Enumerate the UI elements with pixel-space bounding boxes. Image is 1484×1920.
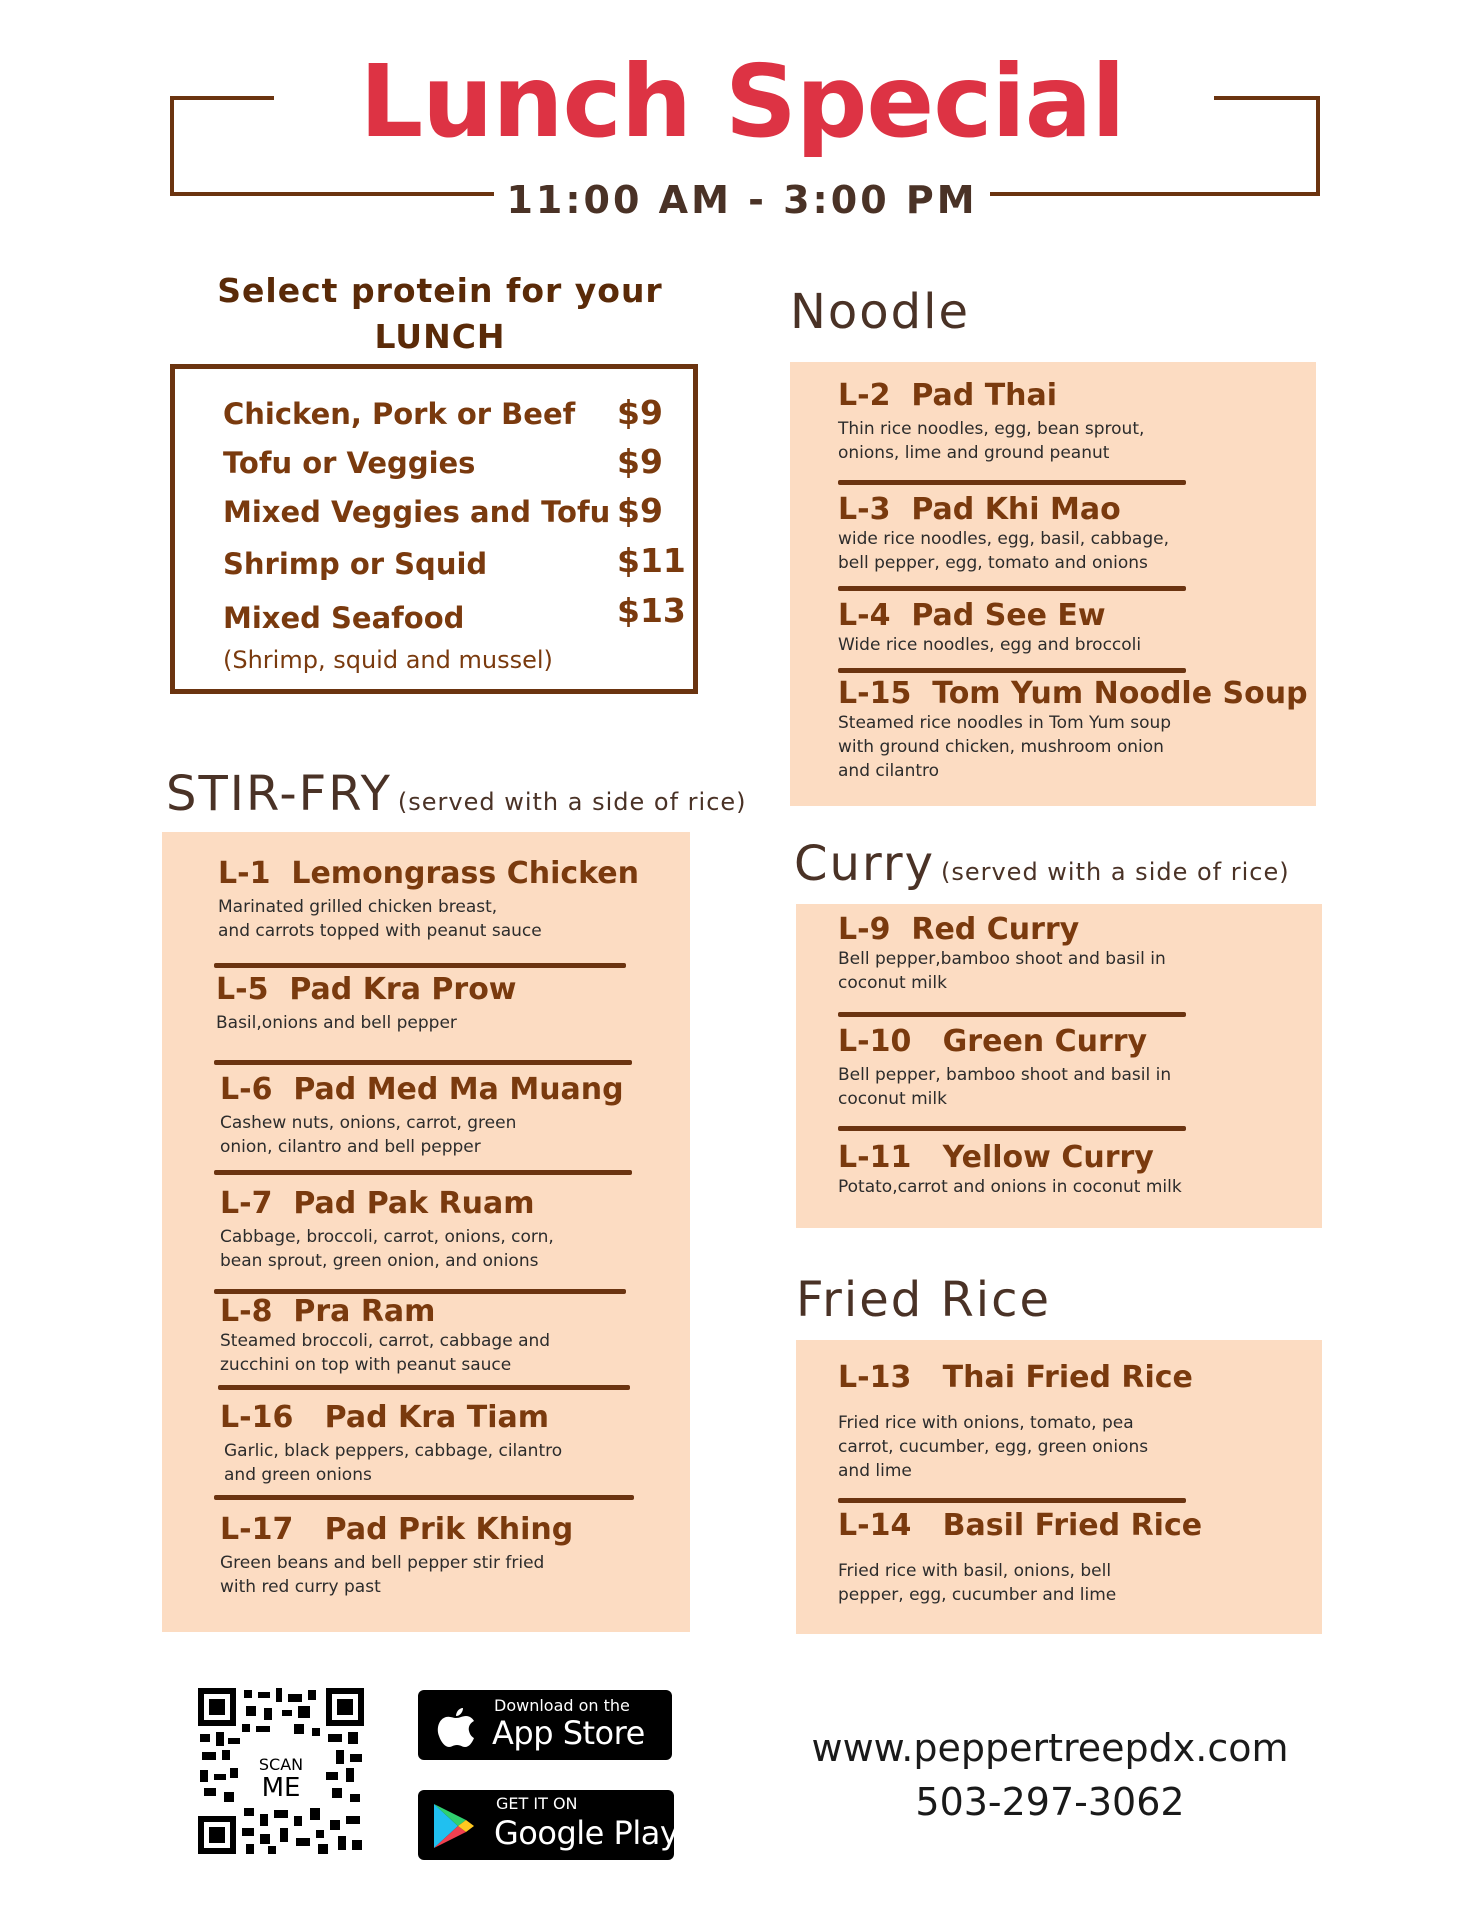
friedrice-heading xyxy=(796,1272,1051,1328)
item-description: Steamed broccoli, carrot, cabbage and zucchini on top with peanut sauce xyxy=(220,1331,551,1375)
item-title: L-8 Pra Ram xyxy=(220,1294,436,1329)
item-title: L-16 Pad Kra Tiam xyxy=(220,1400,549,1435)
menu-item xyxy=(838,1024,1171,1111)
menu-item xyxy=(220,1294,550,1377)
protein-name: Chicken, Pork or Beef xyxy=(223,397,576,431)
menu-item xyxy=(838,378,1144,465)
item-divider xyxy=(214,1060,632,1065)
stirfry-panel xyxy=(162,832,690,1632)
item-divider xyxy=(214,1495,634,1500)
item-title: L-11 Yellow Curry xyxy=(838,1140,1154,1175)
item-description: Cashew nuts, onions, carrot, green onion, cilantro and bell pepper xyxy=(220,1113,517,1157)
item-description: Steamed rice noodles in Tom Yum soup with ground chicken, mushroom onion and cilantro xyxy=(838,713,1172,781)
google-play-icon xyxy=(432,1802,476,1850)
menu-item xyxy=(838,492,1169,575)
noodle-title: Noodle xyxy=(790,284,970,340)
qr-code-icon xyxy=(198,1688,364,1854)
stirfry-heading xyxy=(166,766,747,822)
item-description: Garlic, black peppers, cabbage, cilantro and green onions xyxy=(224,1441,563,1485)
protein-price: $9 xyxy=(617,491,663,530)
protein-price: $9 xyxy=(617,442,663,481)
item-divider xyxy=(838,668,1186,673)
menu-item xyxy=(220,1072,624,1159)
app-store-small-text: Download on the xyxy=(494,1696,630,1715)
lunch-hours: 11:00 AM - 3:00 PM xyxy=(506,178,978,222)
protein-name: Mixed Seafood xyxy=(223,601,465,635)
curry-subtitle: (served with a side of rice) xyxy=(940,858,1290,886)
item-description: Bell pepper,bamboo shoot and basil in coconut milk xyxy=(838,949,1166,993)
menu-item xyxy=(838,1508,1202,1607)
item-description: Marinated grilled chicken breast, and carrots topped with peanut sauce xyxy=(218,897,542,941)
item-title: L-6 Pad Med Ma Muang xyxy=(220,1072,624,1107)
website-link[interactable]: www.peppertreepdx.com xyxy=(811,1726,1289,1770)
item-description: Thin rice noodles, egg, bean sprout, onions, lime and ground peanut xyxy=(838,419,1145,463)
curry-panel xyxy=(796,904,1322,1228)
protein-price: $9 xyxy=(617,393,663,432)
friedrice-panel xyxy=(796,1340,1322,1634)
menu-item xyxy=(216,972,517,1035)
item-divider xyxy=(218,1385,630,1390)
item-title: L-1 Lemongrass Chicken xyxy=(218,856,639,891)
mixed-seafood-note: (Shrimp, squid and mussel) xyxy=(223,646,553,674)
menu-item xyxy=(838,598,1141,657)
page-title: Lunch Special xyxy=(359,43,1125,160)
protein-price: $11 xyxy=(617,541,686,580)
protein-heading-line1: Select protein for your xyxy=(217,271,663,310)
phone-number[interactable]: 503-297-3062 xyxy=(915,1780,1185,1824)
google-play-small-text: GET IT ON xyxy=(496,1794,578,1813)
menu-item xyxy=(838,1140,1182,1199)
item-divider xyxy=(838,586,1186,591)
noodle-heading xyxy=(790,284,970,340)
curry-heading xyxy=(794,836,1290,892)
menu-item xyxy=(220,1400,562,1487)
menu-item xyxy=(220,1512,573,1599)
item-description: Potato,carrot and onions in coconut milk xyxy=(838,1177,1182,1197)
item-divider xyxy=(838,1126,1186,1131)
item-divider xyxy=(214,963,626,968)
menu-item xyxy=(220,1186,554,1273)
item-description: Cabbage, broccoli, carrot, onions, corn, bean sprout, green onion, and onions xyxy=(220,1227,554,1271)
protein-heading xyxy=(170,268,710,360)
item-title: L-9 Red Curry xyxy=(838,912,1080,947)
item-description: Basil,onions and bell pepper xyxy=(216,1013,457,1033)
friedrice-title: Fried Rice xyxy=(796,1272,1052,1328)
noodle-panel xyxy=(790,362,1316,806)
menu-item xyxy=(218,856,639,943)
item-title: L-3 Pad Khi Mao xyxy=(838,492,1121,527)
item-title: L-15 Tom Yum Noodle Soup xyxy=(838,676,1308,711)
item-title: L-10 Green Curry xyxy=(838,1024,1148,1059)
menu-item xyxy=(838,676,1308,783)
menu-item xyxy=(838,1360,1193,1483)
item-title: L-7 Pad Pak Ruam xyxy=(220,1186,535,1221)
qr-code[interactable] xyxy=(198,1688,364,1854)
protein-name: Shrimp or Squid xyxy=(223,547,488,581)
item-description: Fried rice with onions, tomato, pea carrot, cucumber, egg, green onions and lime xyxy=(838,1413,1149,1481)
item-divider xyxy=(838,1012,1186,1017)
item-title: L-5 Pad Kra Prow xyxy=(216,972,517,1007)
item-title: L-13 Thai Fried Rice xyxy=(838,1360,1193,1395)
apple-icon xyxy=(436,1702,476,1748)
item-title: L-4 Pad See Ew xyxy=(838,598,1106,633)
protein-heading-line2: LUNCH xyxy=(374,317,506,356)
stirfry-subtitle: (served with a side of rice) xyxy=(397,788,747,816)
google-play-big-text: Google Play xyxy=(494,1814,679,1852)
qr-scan-label: SCAN xyxy=(258,1755,304,1774)
item-description: Wide rice noodles, egg and broccoli xyxy=(838,635,1142,655)
item-title: L-17 Pad Prik Khing xyxy=(220,1512,574,1547)
item-description: Bell pepper, bamboo shoot and basil in coconut milk xyxy=(838,1065,1172,1109)
item-title: L-2 Pad Thai xyxy=(838,378,1058,413)
item-divider xyxy=(838,1498,1186,1503)
curry-title: Curry xyxy=(794,836,935,892)
item-description: Fried rice with basil, onions, bell pepper, egg, cucumber and lime xyxy=(838,1561,1117,1605)
protein-price: $13 xyxy=(617,591,686,630)
item-divider xyxy=(214,1170,632,1175)
google-play-button[interactable] xyxy=(418,1790,679,1860)
item-title: L-14 Basil Fried Rice xyxy=(838,1508,1203,1543)
item-divider xyxy=(838,480,1186,485)
item-description: Green beans and bell pepper stir fried with red curry past xyxy=(220,1553,545,1597)
app-store-button[interactable] xyxy=(418,1690,672,1760)
protein-name: Mixed Veggies and Tofu xyxy=(223,495,611,529)
qr-me-label: ME xyxy=(261,1773,301,1803)
protein-name: Tofu or Veggies xyxy=(223,446,476,480)
protein-price-box xyxy=(170,364,698,694)
app-store-big-text: App Store xyxy=(492,1714,645,1752)
item-description: wide rice noodles, egg, basil, cabbage, bell pepper, egg, tomato and onions xyxy=(838,529,1170,573)
menu-item xyxy=(838,912,1166,995)
stirfry-title: STIR-FRY xyxy=(166,766,392,822)
